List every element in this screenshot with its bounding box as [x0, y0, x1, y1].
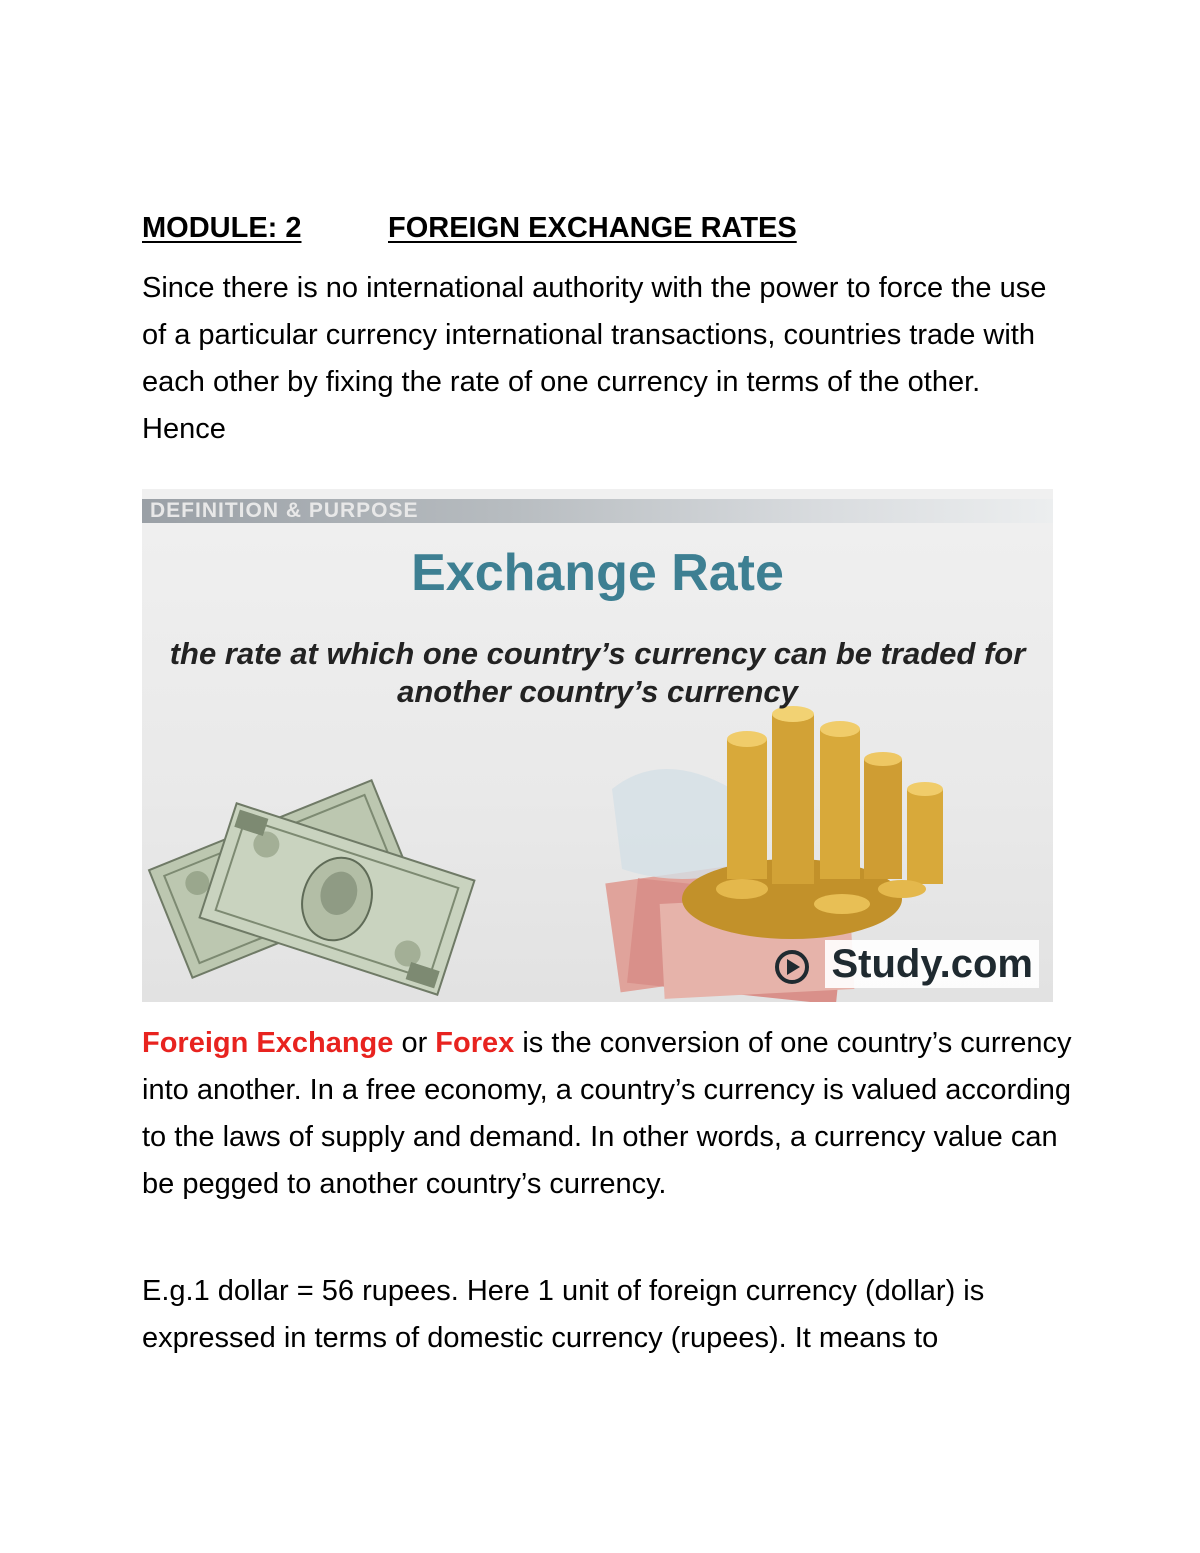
term-forex: Forex	[435, 1027, 515, 1059]
figure-banner	[142, 499, 1053, 523]
module-number: MODULE: 2	[142, 212, 302, 244]
figure-subtitle: the rate at which one country’s currency can be traded for another country’s currency	[169, 636, 1026, 709]
definition-paragraph	[142, 1020, 1072, 1208]
figure-title: Exchange Rate	[411, 544, 784, 602]
term-foreign-exchange: Foreign Exchange	[142, 1027, 394, 1059]
module-title: FOREIGN EXCHANGE RATES	[388, 212, 797, 244]
module-heading	[142, 208, 797, 248]
dollar-bills-icon	[149, 780, 474, 994]
exchange-rate-figure	[142, 489, 1053, 1002]
definition-text: is the conversion of one country’s currency into another. In a free economy, a country’s currency is valued according to the laws of supply and demand. In other words, a currency value can be pegged to another country’s currency.	[142, 1027, 1072, 1200]
example-paragraph: E.g.1 dollar = 56 rupees. Here 1 unit of foreign currency (dollar) is expressed in terms of domestic currency (rupees). It means to	[142, 1275, 985, 1354]
definition-connector: or	[393, 1027, 436, 1059]
figure-banner-text: DEFINITION & PURPOSE	[150, 499, 419, 522]
study-logo	[825, 940, 1039, 988]
intro-paragraph: Since there is no international authority with the power to force the use of a particular currency international transactions, countries trade with each other by fixing the rate of one currency in terms of the other. Hence	[142, 272, 1047, 445]
study-logo-text: Study.com	[831, 942, 1033, 986]
